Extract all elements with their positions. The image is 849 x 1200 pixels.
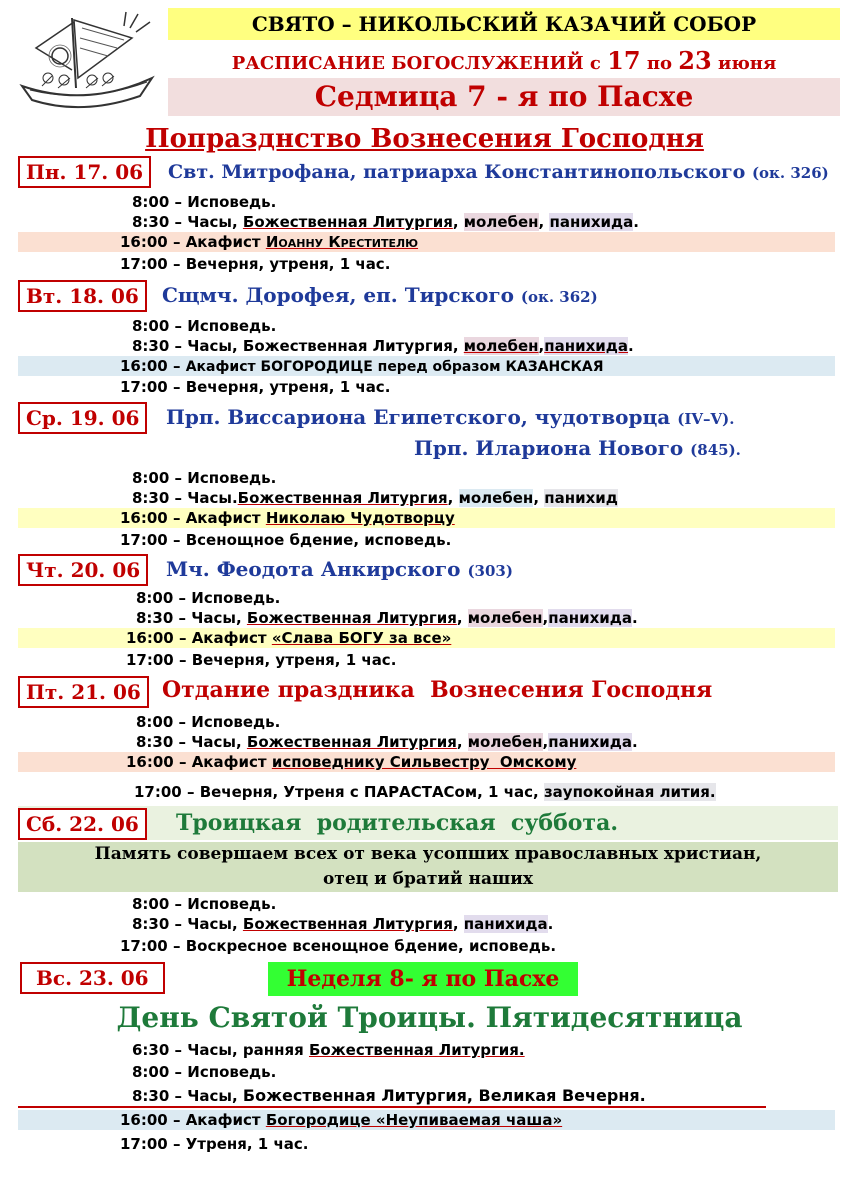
service-time: 6:30: [132, 1041, 170, 1059]
service-prefix: Акафист: [185, 509, 261, 527]
service-line: 17:00 – Всенощное бдение, исповедь.: [120, 531, 452, 549]
service-time: 16:00: [126, 753, 174, 771]
service-line: 8:00 – Исповедь.: [132, 317, 277, 335]
service-line: 8:00 – Исповедь.: [136, 713, 281, 731]
service-time: 17:00: [120, 1135, 168, 1153]
service-time: 8:00: [132, 193, 170, 211]
service-time: 8:00: [132, 469, 170, 487]
service-prefix: Часы.: [187, 489, 238, 507]
saint-text: Прп. Виссариона Египетского, чудотворца: [166, 405, 671, 429]
feast-text: Попразднство Вознесения Господня: [145, 124, 704, 154]
service-text: Исповедь.: [187, 895, 277, 913]
liturgy-text: Божественная Литургия: [246, 609, 457, 627]
saint-text: Свт. Митрофана, патриарха Константинопольского: [168, 161, 746, 183]
akathist-target: «Слава БОГУ за все»: [271, 629, 452, 647]
separator: ,: [452, 213, 459, 231]
separator: ,: [538, 337, 545, 355]
service-text: Акафист БОГОРОДИЦЕ перед образом КАЗАНСКАЯ: [185, 359, 604, 375]
panikhida-text: панихида: [549, 213, 634, 231]
panikhida-text: панихида: [544, 337, 629, 355]
from-day: 17: [607, 46, 641, 75]
service-time: 8:30: [136, 733, 174, 751]
service-text: Божественная Литургия, Великая Вечерня.: [242, 1086, 646, 1105]
schedule-title: [168, 44, 840, 78]
feast-title: [0, 122, 849, 156]
service-prefix: Часы,: [191, 609, 242, 627]
trinity-title: [0, 1000, 849, 1036]
service-text: Исповедь.: [187, 1063, 277, 1081]
saint-text: Сщмч. Дорофея, еп. Тирского: [162, 283, 514, 307]
week-banner: [168, 78, 840, 116]
schedule-prefix: РАСПИСАНИЕ БОГОСЛУЖЕНИЙ с: [231, 53, 601, 74]
date-box: Чт. 20. 06: [18, 554, 148, 586]
saint-text: Отдание праздника Вознесения Господня: [162, 677, 713, 703]
akathist-target: исповеднику Сильвестру Омскому: [271, 753, 577, 771]
service-text: Всенощное бдение, исповедь.: [185, 531, 452, 549]
week-label: [268, 962, 578, 996]
service-line: 8:30 – Часы, Божественная Литургия, молебен,панихида.: [136, 733, 638, 751]
service-time: 8:30: [136, 609, 174, 627]
date-box: Сб. 22. 06: [18, 808, 147, 840]
service-line: 6:30 – Часы, ранняя Божественная Литургия.: [132, 1041, 525, 1059]
separator: ,: [456, 733, 463, 751]
moleben-text: молебен: [467, 609, 543, 627]
service-prefix: Часы, Божественная Литургия,: [187, 337, 459, 355]
litia-text: заупокойная лития.: [543, 783, 716, 801]
memory-line: отец и братий наших: [322, 869, 534, 889]
service-time: 8:00: [132, 895, 170, 913]
separator: ,: [452, 915, 459, 933]
service-time: 8:00: [136, 713, 174, 731]
akathist-target: Николаю Чудотворцу: [265, 509, 455, 527]
service-time: 17:00: [120, 378, 168, 396]
separator: ,: [542, 609, 549, 627]
service-text: Исповедь.: [191, 713, 281, 731]
service-line: 8:30 – Часы, Божественная Литургия, молебен,панихида.: [132, 337, 634, 355]
service-line: 17:00 – Вечерня, Утреня с ПАРАСТАСом, 1 час, заупокойная лития.: [134, 783, 716, 801]
service-line: 16:00 – Акафист БОГОРОДИЦЕ перед образом КАЗАНСКАЯ: [120, 357, 604, 375]
liturgy-text: Божественная Литургия: [237, 489, 448, 507]
week-text: Неделя 8- я по Пасхе: [286, 966, 560, 992]
service-text: Исповедь.: [187, 469, 277, 487]
boat-icon: [12, 8, 162, 116]
service-time: 8:00: [136, 589, 174, 607]
service-time: 16:00: [120, 1111, 168, 1129]
service-line: 16:00 – Акафист «Слава БОГУ за все»: [126, 629, 452, 647]
akathist-target: Иоанну Крестителю: [265, 233, 419, 251]
separator: ,: [538, 213, 545, 231]
service-time: 17:00: [120, 255, 168, 273]
service-line: 16:00 – Акафист Богородице «Неупиваемая чаша»: [120, 1111, 563, 1129]
date-box: Пт. 21. 06: [18, 676, 149, 708]
month: июня: [717, 53, 777, 74]
service-time: 17:00: [126, 651, 174, 669]
cathedral-title: СВЯТО – НИКОЛЬСКИЙ КАЗАЧИЙ СОБОР: [251, 12, 757, 36]
service-prefix: Акафист: [191, 629, 267, 647]
service-line: 8:30 – Часы, Божественная Литургия, панихида.: [132, 915, 554, 933]
service-prefix: Часы,: [187, 915, 238, 933]
saint-text: Троицкая родительская суббота: [176, 810, 611, 836]
memory-line: Память совершаем всех от века усопших православных христиан,: [94, 844, 762, 864]
panikhida-text: панихида: [548, 733, 633, 751]
service-line: 8:30 – Часы, Божественная Литургия, молебен, панихида.: [132, 213, 639, 231]
service-time: 16:00: [120, 509, 168, 527]
akathist-target: Богородице «Неупиваемая чаша»: [265, 1111, 563, 1129]
liturgy-text: Божественная Литургия: [246, 733, 457, 751]
saint-text: Мч. Феодота Анкирского: [166, 557, 461, 581]
service-line: 17:00 – Вечерня, утреня, 1 час.: [120, 378, 391, 396]
separator: .: [628, 337, 634, 355]
service-time: 8:30: [132, 337, 170, 355]
service-time: 8:00: [132, 1063, 170, 1081]
service-time: 8:30: [132, 915, 170, 933]
service-prefix: Вечерня, Утреня с ПАРАСТАСом, 1 час,: [199, 783, 539, 801]
service-line: 17:00 – Утреня, 1 час.: [120, 1135, 309, 1153]
service-line: 8:00 – Исповедь.: [132, 193, 277, 211]
date-box: Пн. 17. 06: [18, 156, 151, 188]
service-prefix: Часы, ранняя: [187, 1041, 304, 1059]
service-time: 8:00: [132, 317, 170, 335]
saint-note: (IV–V).: [677, 410, 735, 428]
saint-name: [166, 403, 734, 433]
service-text: Исповедь.: [187, 317, 277, 335]
service-prefix: Часы,: [191, 733, 242, 751]
separator: .: [632, 609, 638, 627]
service-prefix: Часы,: [187, 1087, 238, 1105]
saint-name: [162, 281, 598, 311]
panikhida-text: панихид: [544, 489, 618, 507]
service-line: 16:00 – Акафист Иоанну Крестителю: [120, 233, 419, 251]
moleben-text: молебен: [458, 489, 534, 507]
saint-name: [166, 555, 513, 585]
service-prefix: Часы,: [187, 213, 238, 231]
service-time: 8:30: [132, 1087, 170, 1105]
separator: .: [547, 915, 554, 933]
service-line: 17:00 – Вечерня, утреня, 1 час.: [126, 651, 397, 669]
liturgy-text: Божественная Литургия.: [308, 1041, 525, 1059]
saint-name: [162, 675, 712, 705]
to-day: 23: [678, 46, 712, 75]
liturgy-text: Божественная Литургия: [242, 213, 453, 231]
service-prefix: Акафист: [185, 233, 261, 251]
service-line: 8:30 – Часы.Божественная Литургия, молебен, панихид: [132, 489, 618, 507]
saint-note: (ок. 362): [520, 288, 598, 306]
separator: ,: [447, 489, 454, 507]
saint-name: [176, 808, 618, 838]
red-rule: [18, 1106, 766, 1108]
cathedral-banner: [168, 8, 840, 40]
date-box: Вс. 23. 06: [20, 962, 165, 994]
service-line: 8:30 – Часы, Божественная Литургия, молебен,панихида.: [136, 609, 638, 627]
service-time: 16:00: [120, 233, 168, 251]
saint-note: (845).: [690, 441, 741, 459]
service-line: 16:00 – Акафист Николаю Чудотворцу: [120, 509, 455, 527]
service-text: Вечерня, утреня, 1 час.: [191, 651, 397, 669]
separator: .: [610, 810, 618, 836]
saint-text: Прп. Илариона Нового: [414, 436, 684, 460]
service-time: 17:00: [134, 783, 182, 801]
service-text: Вечерня, утреня, 1 час.: [185, 255, 391, 273]
service-text: Исповедь.: [187, 193, 277, 211]
service-prefix: Акафист: [191, 753, 267, 771]
schedule-middle: по: [646, 53, 673, 74]
date-box: Вт. 18. 06: [18, 280, 147, 312]
service-line: 17:00 – Воскресное всенощное бдение, исповедь.: [120, 937, 557, 955]
memory-note: [18, 842, 838, 892]
service-line: 8:00 – Исповедь.: [132, 895, 277, 913]
service-time: 16:00: [126, 629, 174, 647]
separator: ,: [542, 733, 549, 751]
separator: .: [632, 733, 638, 751]
service-line: 8:00 – Исповедь.: [136, 589, 281, 607]
liturgy-text: Божественная Литургия: [242, 915, 453, 933]
separator: ,: [533, 489, 540, 507]
saint-note: (ок. 326): [751, 164, 829, 182]
panikhida-text: панихида: [463, 915, 548, 933]
separator: .: [633, 213, 639, 231]
service-prefix: Акафист: [185, 1111, 261, 1129]
saint-note: (303): [467, 562, 513, 580]
week-title: Седмица 7 - я по Пасхе: [314, 80, 694, 113]
saint-name-2: [414, 434, 741, 464]
service-text: Исповедь.: [191, 589, 281, 607]
service-line: 16:00 – Акафист исповеднику Сильвестру Омскому: [126, 753, 577, 771]
service-line: 8:00 – Исповедь.: [132, 1063, 277, 1081]
date-box: Ср. 19. 06: [18, 402, 147, 434]
moleben-text: молебен: [463, 213, 539, 231]
trinity-text: День Святой Троицы. Пятидесятница: [116, 1001, 743, 1034]
separator: ,: [456, 609, 463, 627]
service-line: 8:00 – Исповедь.: [132, 469, 277, 487]
service-time: 8:30: [132, 213, 170, 231]
service-time: 16:00: [120, 357, 168, 375]
service-line: 17:00 – Вечерня, утреня, 1 час.: [120, 255, 391, 273]
service-text: Вечерня, утреня, 1 час.: [185, 378, 391, 396]
service-time: 8:30: [132, 489, 170, 507]
saint-name: [168, 158, 829, 187]
moleben-text: молебен: [467, 733, 543, 751]
service-line: 8:30 – Часы, Божественная Литургия, Великая Вечерня.: [132, 1086, 646, 1105]
service-text: Утреня, 1 час.: [185, 1135, 309, 1153]
service-time: 17:00: [120, 937, 168, 955]
moleben-text: молебен: [463, 337, 539, 355]
panikhida-text: панихида: [548, 609, 633, 627]
service-time: 17:00: [120, 531, 168, 549]
service-text: Воскресное всенощное бдение, исповедь.: [185, 937, 557, 955]
